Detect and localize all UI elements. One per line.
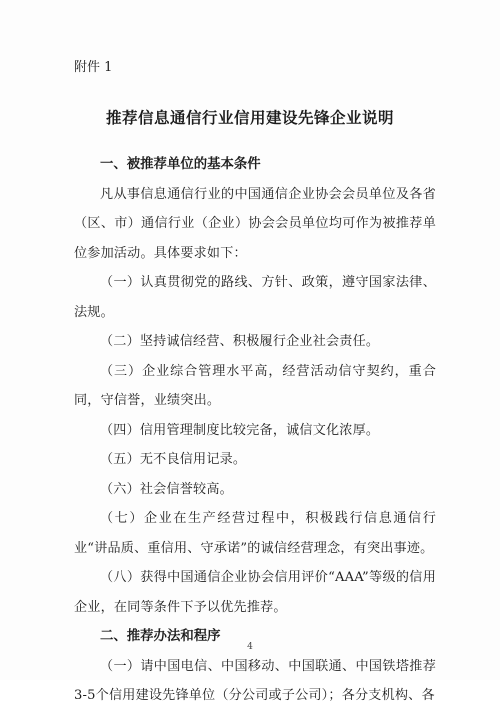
section-heading-1: 一、被推荐单位的基本条件 [100, 157, 261, 172]
paragraph: （八）获得中国通信企业协会信用评价“AAA”等级的信用企业，在同等条件下予以优先推荐。 [74, 570, 436, 615]
section-heading-2: 二、推荐办法和程序 [100, 629, 221, 644]
paragraph: （四）信用管理制度比较完备，诚信文化浓厚。 [100, 422, 380, 438]
attachment-label: 附件 1 [74, 60, 113, 75]
paragraph: （五）无不良信用记录。 [100, 452, 247, 467]
paragraph: （一）请中国电信、中国移动、中国联通、中国铁塔推荐3-5个信用建设先锋单位（分公司或子公司）；各分支机构、各 [74, 658, 436, 703]
paragraph: 凡从事信息通信行业的中国通信企业协会会员单位及各省（区、市）通信行业（企业）协会会员单位均可作为被推荐单位参加活动。具体要求如下： [74, 186, 436, 261]
paragraph: （一）认真贯彻党的路线、方针、政策，遵守国家法律、法规。 [74, 275, 436, 320]
document-title: 推荐信息通信行业信用建设先锋企业说明 [105, 109, 394, 127]
paragraph: （三）企业综合管理水平高，经营活动信守契约，重合同，守信誉，业绩突出。 [74, 363, 436, 408]
paragraph: （二）坚持诚信经营、积极履行企业社会责任。 [100, 334, 380, 349]
paragraph: （七）企业在生产经营过程中，积极践行信息通信行业“讲品质、重信用、守承诺”的诚信经营理念，有突出事迹。 [74, 511, 436, 556]
page-number: 4 [247, 642, 253, 652]
document-body [74, 150, 436, 711]
paragraph: （六）社会信誉较高。 [100, 481, 233, 497]
